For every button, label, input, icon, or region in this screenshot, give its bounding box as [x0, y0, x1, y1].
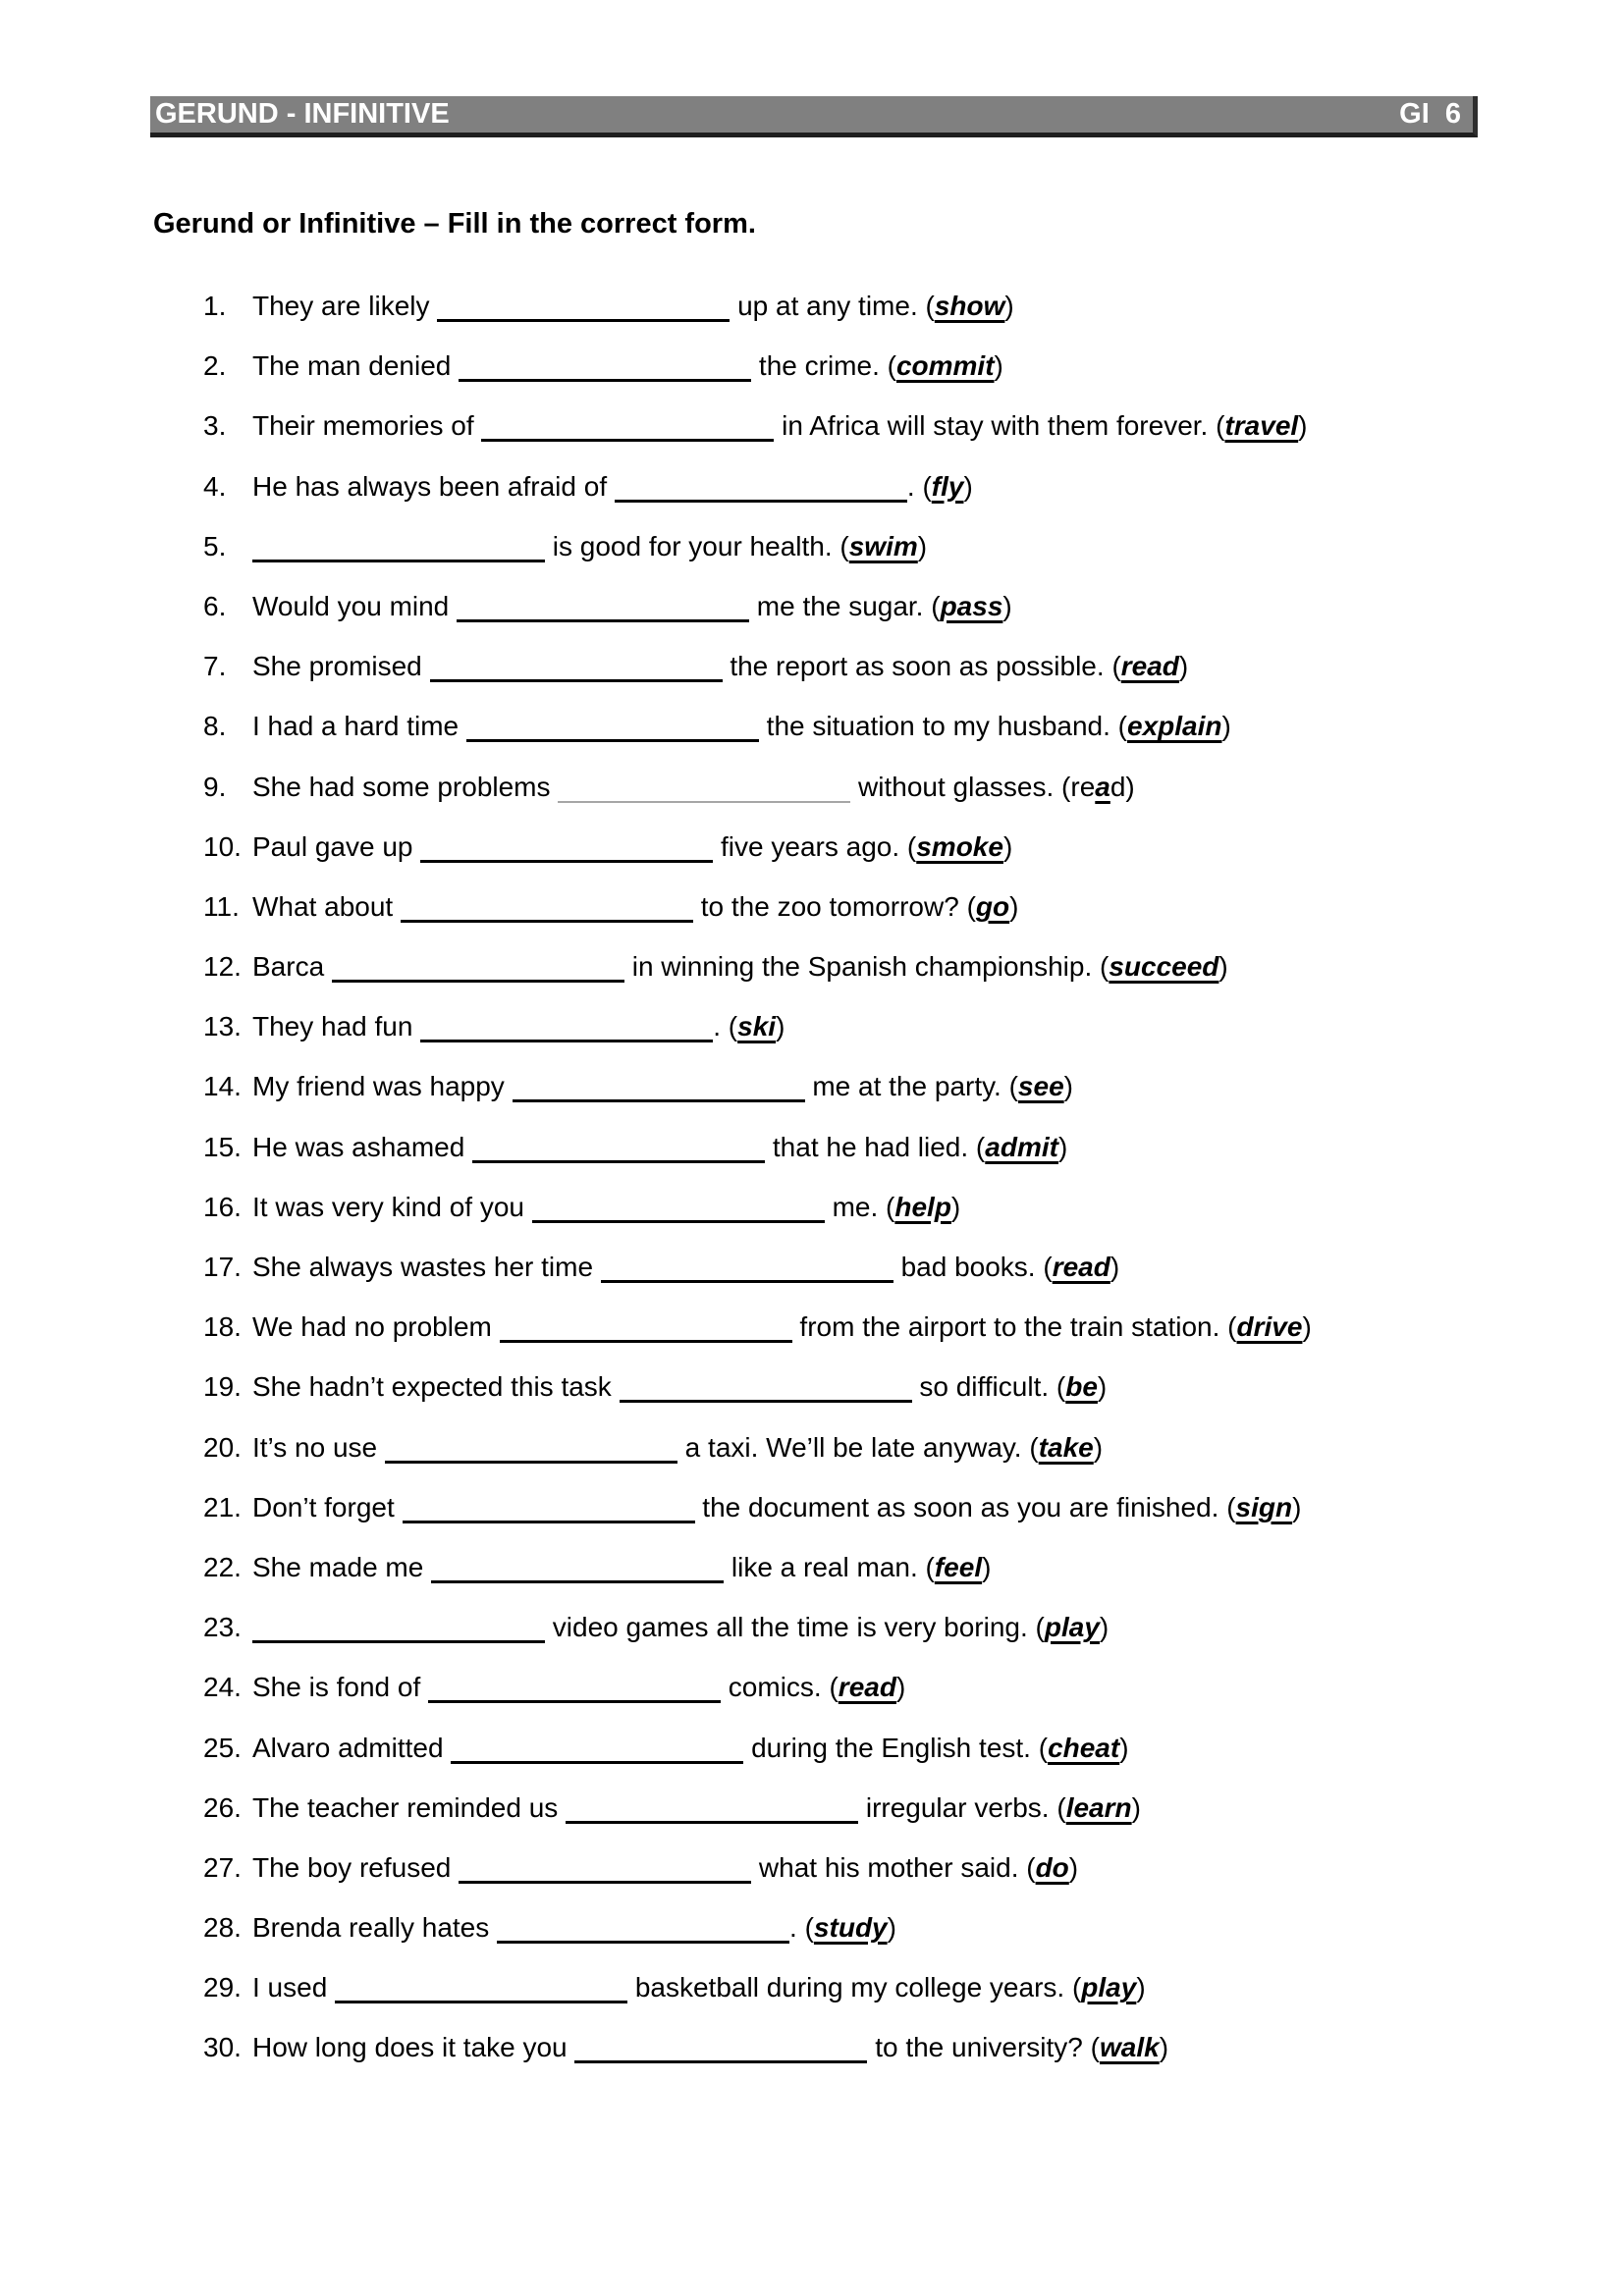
verb-hint: study [813, 1912, 888, 1944]
item-line: She made me like a real man. (feel) [252, 1551, 992, 1582]
item-number: 12. [203, 951, 242, 983]
item-number: 22. [203, 1551, 242, 1582]
verb-hint: explain [1127, 711, 1222, 742]
worksheet-item [0, 1789, 1624, 1848]
worksheet-item [0, 1367, 1624, 1427]
item-number: 26. [203, 1791, 242, 1823]
blank-line [481, 427, 774, 442]
blank-line [497, 1929, 789, 1944]
item-number: 14. [203, 1071, 242, 1102]
item-line: Would you mind me the sugar. (pass) [252, 590, 1012, 621]
worksheet-item [0, 947, 1624, 1007]
blank-line [558, 789, 850, 803]
blank-line [420, 848, 713, 863]
blank-line [615, 488, 907, 503]
verb-hint: be [1065, 1371, 1098, 1403]
verb-hint: sign [1235, 1491, 1293, 1522]
item-line: My friend was happy me at the party. (see) [252, 1071, 1073, 1102]
item-line: They are likely up at any time. (show) [252, 291, 1014, 321]
blank-line [472, 1148, 765, 1163]
item-number: 17. [203, 1252, 242, 1282]
verb-hint: succeed [1109, 951, 1219, 983]
item-line: It was very kind of you me. (help) [252, 1191, 961, 1222]
item-number: 7. [203, 651, 227, 682]
item-number: 21. [203, 1491, 242, 1522]
item-number: 30. [203, 2032, 242, 2063]
worksheet-item [0, 887, 1624, 947]
verb-hint: walk [1099, 2032, 1160, 2063]
verb-hint: go [975, 890, 1010, 922]
verb-hint: drive [1236, 1311, 1303, 1343]
verb-hint: admit [985, 1131, 1058, 1162]
worksheet-item [0, 1428, 1624, 1488]
verb-hint: show [934, 291, 1005, 321]
blank-line [332, 968, 624, 983]
blank-line [451, 1749, 743, 1764]
verb-hint: see [1017, 1071, 1064, 1102]
worksheet-item [0, 1548, 1624, 1608]
worksheet-item [0, 768, 1624, 828]
verb-hint: feel [934, 1551, 983, 1582]
item-number: 28. [203, 1912, 242, 1944]
verb-hint: read [1120, 651, 1179, 682]
worksheet-item [0, 707, 1624, 767]
verb-hint: play [1044, 1612, 1100, 1643]
verb-hint: ski [737, 1011, 777, 1042]
worksheet-item [0, 1007, 1624, 1067]
blank-line [513, 1088, 805, 1102]
worksheet-item [0, 1488, 1624, 1548]
blank-line [252, 1629, 545, 1643]
blank-line [620, 1388, 912, 1403]
item-number: 16. [203, 1191, 242, 1222]
blank-line [532, 1208, 825, 1223]
item-number: 6. [203, 590, 227, 621]
worksheet-item [0, 1968, 1624, 2028]
item-line: She had some problems without glasses. (read) [252, 771, 1135, 802]
blank-line [457, 608, 749, 622]
verb-hint: a [1095, 771, 1110, 802]
blank-line [431, 1569, 724, 1583]
item-number: 8. [203, 711, 227, 742]
worksheet-item [0, 527, 1624, 587]
item-line: What about to the zoo tomorrow? (go) [252, 890, 1019, 922]
item-number: 24. [203, 1672, 242, 1703]
blank-line [459, 367, 751, 382]
worksheet-item [0, 647, 1624, 707]
blank-line [574, 2049, 867, 2063]
blank-line [252, 548, 545, 562]
worksheet-item [0, 828, 1624, 887]
blank-line [401, 908, 693, 923]
worksheet-item [0, 1908, 1624, 1968]
item-line: She hadn’t expected this task so difficult. (be) [252, 1371, 1108, 1403]
worksheet-list [0, 287, 1624, 2089]
verb-hint: play [1081, 1972, 1137, 2003]
worksheet-item [0, 347, 1624, 406]
item-line: I used basketball during my college years. (play) [252, 1972, 1146, 2003]
item-number: 27. [203, 1851, 242, 1883]
item-number: 5. [203, 530, 227, 561]
item-line: We had no problem from the airport to the train station. (drive) [252, 1311, 1312, 1343]
item-line: The boy refused what his mother said. (do) [252, 1851, 1079, 1883]
worksheet-item [0, 587, 1624, 647]
item-line: I had a hard time the situation to my husband. (explain) [252, 711, 1231, 742]
verb-hint: help [894, 1191, 951, 1222]
worksheet-item [0, 287, 1624, 347]
item-number: 13. [203, 1011, 242, 1042]
verb-hint: learn [1065, 1791, 1132, 1823]
worksheet-item [0, 1248, 1624, 1308]
item-line: Brenda really hates . (study) [252, 1912, 896, 1944]
verb-hint: fly [931, 470, 964, 502]
blank-line [466, 727, 759, 742]
blank-line [601, 1268, 893, 1283]
item-number: 23. [203, 1612, 242, 1643]
item-number: 10. [203, 830, 242, 862]
worksheet-item [0, 1067, 1624, 1127]
verb-hint: pass [940, 590, 1003, 621]
item-line: He was ashamed that he had lied. (admit) [252, 1131, 1068, 1162]
worksheet-item [0, 1729, 1624, 1789]
blank-line [385, 1449, 677, 1464]
blank-line [420, 1028, 713, 1042]
worksheet-item [0, 406, 1624, 466]
item-number: 20. [203, 1431, 242, 1463]
item-number: 29. [203, 1972, 242, 2003]
verb-hint: commit [895, 350, 995, 382]
item-number: 9. [203, 771, 227, 802]
worksheet-item [0, 1188, 1624, 1248]
worksheet-item [0, 1848, 1624, 1908]
item-number: 15. [203, 1131, 242, 1162]
item-line: Don’t forget the document as soon as you are finished. (sign) [252, 1491, 1302, 1522]
item-line: It’s no use a taxi. We’ll be late anyway. (take) [252, 1431, 1104, 1463]
item-line: Their memories of in Africa will stay with them forever. (travel) [252, 410, 1308, 442]
blank-line [403, 1509, 695, 1523]
blank-line [430, 667, 723, 682]
blank-line [335, 1989, 627, 2003]
item-line: The teacher reminded us irregular verbs. (learn) [252, 1791, 1141, 1823]
worksheet-item [0, 467, 1624, 527]
blank-line [459, 1869, 751, 1884]
worksheet-item [0, 1668, 1624, 1728]
item-line: He has always been afraid of . (fly) [252, 470, 973, 502]
blank-line [566, 1809, 858, 1824]
item-line: She always wastes her time bad books. (read) [252, 1252, 1120, 1282]
item-line: How long does it take you to the university? (walk) [252, 2032, 1169, 2063]
verb-hint: travel [1224, 410, 1299, 442]
item-line: She promised the report as soon as possible. (read) [252, 651, 1189, 682]
item-number: 4. [203, 470, 227, 502]
header-page-code: GI 6 [1399, 98, 1461, 130]
blank-line [428, 1688, 721, 1703]
worksheet-item [0, 1308, 1624, 1367]
item-line: She is fond of comics. (read) [252, 1672, 906, 1703]
verb-hint: take [1038, 1431, 1094, 1463]
item-number: 3. [203, 410, 227, 442]
verb-hint: smoke [916, 830, 1003, 862]
item-number: 19. [203, 1371, 242, 1403]
item-number: 11. [203, 890, 240, 922]
item-number: 25. [203, 1732, 242, 1763]
item-line: Alvaro admitted during the English test. (cheat) [252, 1732, 1129, 1763]
item-line: video games all the time is very boring. (play) [252, 1608, 1109, 1643]
item-line: Barca in winning the Spanish championship. (succeed) [252, 951, 1228, 983]
item-line: The man denied the crime. (commit) [252, 350, 1003, 382]
item-line: They had fun . (ski) [252, 1011, 785, 1042]
item-number: 18. [203, 1311, 242, 1343]
page-title: Gerund or Infinitive – Fill in the correct form. [153, 208, 756, 240]
item-line: Paul gave up five years ago. (smoke) [252, 830, 1013, 862]
blank-line [437, 307, 730, 322]
worksheet-item [0, 2028, 1624, 2088]
verb-hint: read [1052, 1252, 1110, 1282]
worksheet-item [0, 1608, 1624, 1668]
blank-line [500, 1328, 792, 1343]
verb-hint: cheat [1048, 1732, 1120, 1763]
verb-hint: swim [848, 530, 918, 561]
verb-hint: read [838, 1672, 896, 1703]
verb-hint: do [1035, 1851, 1069, 1883]
worksheet-item [0, 1128, 1624, 1188]
item-line: is good for your health. (swim) [252, 527, 927, 562]
item-number: 2. [203, 350, 227, 382]
item-number: 1. [203, 291, 227, 321]
header-bar [150, 96, 1478, 137]
header-title: GERUND - INFINITIVE [155, 98, 450, 130]
